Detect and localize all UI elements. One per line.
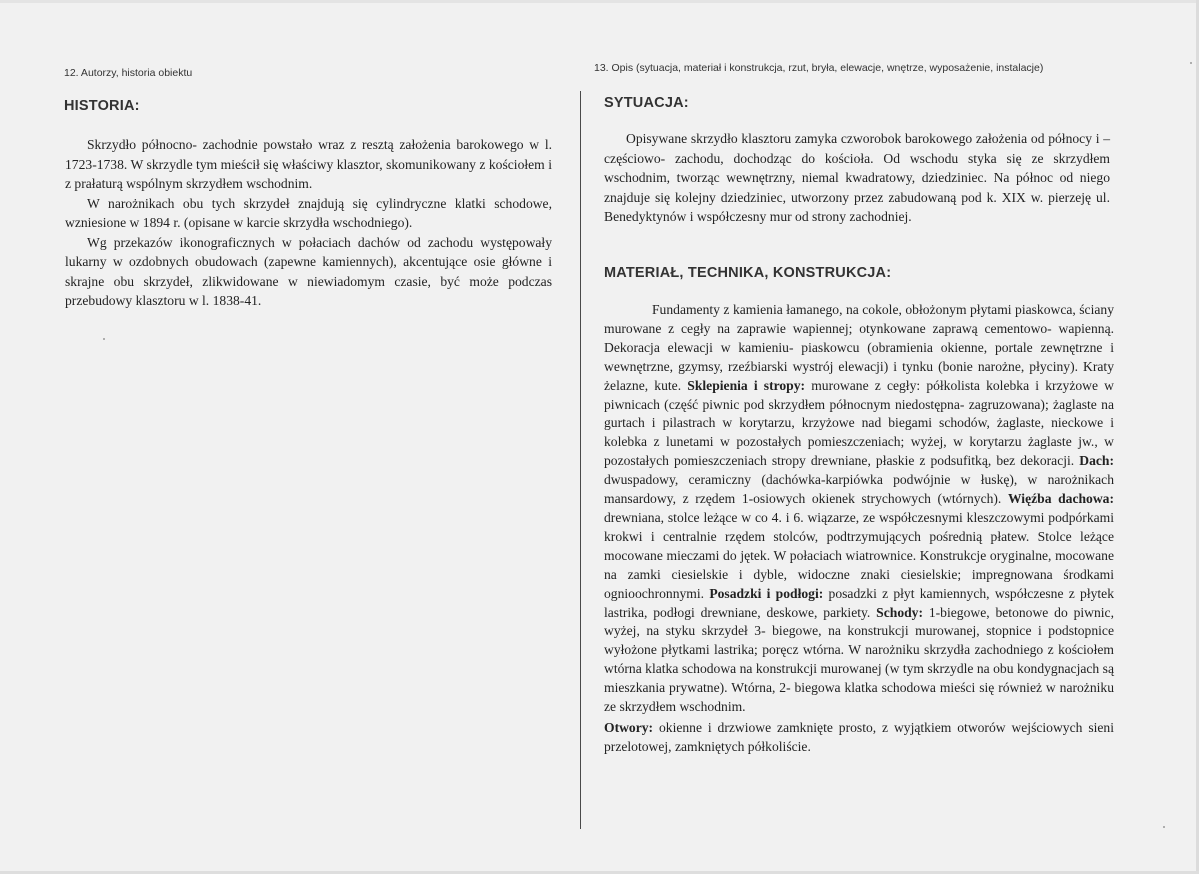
- historia-paragraph-1: Skrzydło północno- zachodnie powstało wraz z resztą założenia barokowego w l. 1723-1738. W skrzydle tym mieścił się właściwy klasztor, skomunikowany z kościołem i z prałaturą wspólnym skrzydłem wschodnim.: [65, 137, 552, 191]
- historia-heading: HISTORIA:: [64, 98, 140, 114]
- historia-paragraph-3: Wg przekazów ikonograficznych w połaciach dachów od zachodu występowały lukarny w ozdobnych obudowach (zapewne kamiennych), akcentujące osie główne i skrajne obu skrzydeł, zlikwidowane w niewiadomym czasie, być może podczas przebudowy klasztoru w l. 1838-41.: [65, 234, 552, 308]
- otwory-paragraph: [604, 719, 1114, 757]
- scan-speck: [103, 338, 105, 340]
- posadzki-text: posadzki z płyt kamiennych, współczesne z płytek lastrika, podłogi drewniane, deskowe, parkiety.: [604, 585, 1115, 620]
- scan-speck: [1163, 826, 1165, 828]
- scan-edge-top: [0, 0, 1199, 3]
- schody-text: 1-biegowe, betonowe do piwnic, wyżej, na styku skrzydeł 3- biegowe, na konstrukcji murowanej, stopnice i podstopnice wyłożone płytkami lastrika; poręcz wtórna. W narożniku skrzydła zachodniego z kościołem wtórna klatka schodowa na konstrukcji murowanej (w tym skrzydle na obu kondygnacjach są mieszkania prywatne). Wtórna, 2- biegowa klatka schodowa mieści się również w narożniku ze skrzydłem wschodnim.: [604, 604, 1114, 715]
- sklepienia-text: murowane z cegły: półkolista kolebka i krzyżowe w piwnicach (część piwnic pod skrzydłem północnym niedostępna- zagruzowana); żaglaste na gurtach i pilastrach w korytarzu, krzyżowe nad biegami schodów, żaglaste, nieckowe i kolebka z lunetami w pozostałych pomieszczeniach; wyżej, w korytarzu żaglaste jw., w pozostałych pomieszczeniach stropy drewniane, płaskie z podsufitką, bez dekoracji.: [604, 377, 1115, 469]
- wiezba-label: Więźba dachowa:: [1007, 491, 1114, 507]
- sklepienia-label: Sklepienia i stropy:: [687, 377, 806, 393]
- posadzki-label: Posadzki i podłogi:: [709, 585, 824, 601]
- dach-text: dwuspadowy, ceramiczny (dachówka-karpiówka podwójnie w łuskę), w narożnikach mansardowy, z rzędem 1-osiowych okienek strychowych (wtórnych).: [604, 472, 1114, 507]
- otwory-text: okienne i drzwiowe zamknięte prosto, z wyjątkiem otworów wejściowych sieni przelotowej, zamkniętych półkoliście.: [604, 719, 1114, 754]
- sytuacja-text: [604, 129, 1110, 227]
- wiezba-text: drewniana, stolce leżące w co 4. i 6. wiązarze, ze współczesnymi kleszczowymi podpórkami krokwi i centralnie rzędem stolców, podtrzymujących pośrednią płatew. Stolce leżące mocowane mieczami do jętek. W połaciach wiatrownice. Konstrukcje oryginalne, mocowane na zamki ciesielskie i dyble, widoczne znaki ciesielskie; impregnowana środkami ognioochronnymi.: [604, 509, 1114, 601]
- material-intro: Fundamenty z kamienia łamanego, na cokole, obłożonym płytami piaskowca, ściany murowane z cegły na zaprawie wapiennej; otynkowane zaprawą cementowo- wapienną. Dekoracja elewacji w kamieniu- piaskowcu (obramienia okienne, portale zewnętrzne i wewnętrzne, gzymsy, rzeźbiarski wystrój elewacji) i tynku (bonie narożne, płyciny). Kraty żelazne, kute.: [604, 302, 1114, 393]
- dach-label: Dach:: [1079, 453, 1114, 469]
- left-page-header: 12. Autorzy, historia obiektu: [64, 67, 193, 79]
- historia-text: [65, 135, 552, 311]
- sytuacja-paragraph: Opisywane skrzydło klasztoru zamyka czworobok barokowego założenia od północy i – częściowo- zachodu, dochodząc do kościoła. Od wschodu styka się ze skrzydłem wschodnim, tworząc wewnętrzny, niemal kwadratowy, dziedziniec. Na północ od niego znajduje się kolejny dziedziniec, utworzony przez zabudowaną pod k. XIX w. pierzeję ul. Benedyktynów i współczesny mur od strony zachodniej.: [604, 131, 1110, 224]
- historia-paragraph-2: W narożnikach obu tych skrzydeł znajdują się cylindryczne klatki schodowe, wzniesione w 1894 r. (opisane w karcie skrzydła wschodniego).: [65, 195, 552, 230]
- scan-speck: [1190, 62, 1192, 64]
- column-divider: [580, 91, 581, 829]
- material-heading: MATERIAŁ, TECHNIKA, KONSTRUKCJA:: [604, 265, 892, 281]
- sytuacja-heading: SYTUACJA:: [604, 95, 689, 111]
- right-page-header: 13. Opis (sytuacja, materiał i konstrukcja, rzut, bryła, elewacje, wnętrze, wyposażenie, instalacje): [594, 62, 1044, 74]
- otwory-label: Otwory:: [604, 719, 654, 735]
- material-paragraph: [604, 301, 1114, 717]
- schody-label: Schody:: [876, 604, 924, 620]
- material-text: [604, 301, 1114, 757]
